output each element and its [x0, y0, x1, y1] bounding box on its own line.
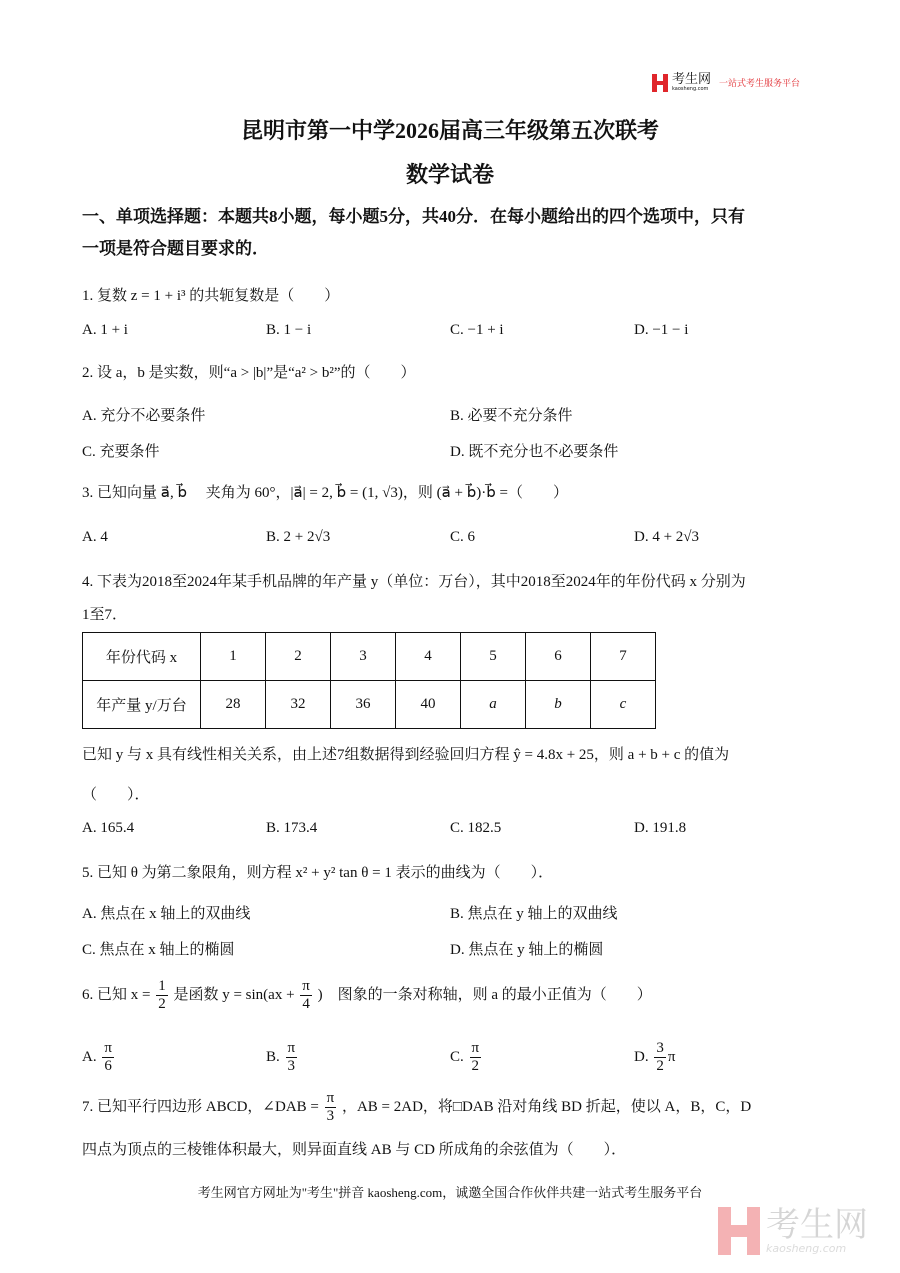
numerator: π [286, 1040, 298, 1058]
option-label: B. [266, 1049, 280, 1066]
q2-option-a: A. 充分不必要条件 [82, 408, 206, 424]
watermark-domain: kaosheng.com [766, 1241, 847, 1255]
denominator: 3 [287, 1058, 296, 1075]
table-cell: 2 [266, 633, 331, 681]
table-header-cell: 年份代码 x [83, 633, 201, 681]
q6-stem [82, 978, 652, 1014]
q1-option-a: A. 1 + i [82, 322, 128, 338]
q5-stem: 5. 已知 θ 为第二象限角，则方程 x² + y² tan θ = 1 表示的曲线为（ ）． [82, 865, 554, 881]
table-row-production [83, 681, 656, 729]
table-cell: a [461, 681, 526, 729]
option-label: C. [450, 1049, 464, 1066]
table-cell: 5 [461, 633, 526, 681]
fraction [654, 1040, 666, 1076]
q1-option-d: D. −1 − i [634, 322, 689, 338]
table-cell: 4 [396, 633, 461, 681]
q4-option-c: C. 182.5 [450, 820, 502, 836]
watermark [718, 1204, 868, 1255]
fraction [102, 1040, 114, 1076]
q4-data-table [82, 632, 656, 729]
denominator: 4 [302, 996, 310, 1013]
exam-subtitle: 数学试卷 [405, 162, 494, 187]
fraction [286, 1040, 298, 1076]
q4-option-a: A. 165.4 [82, 820, 135, 836]
q7-text: ，AB = 2AD，将□DAB 沿对角线 BD 折起，使以 A，B，C，D [341, 1099, 752, 1116]
q1-option-b: B. 1 − i [266, 322, 312, 338]
table-cell: c [591, 681, 656, 729]
q1-option-c: C. −1 + i [450, 322, 504, 338]
table-cell: 7 [591, 633, 656, 681]
page-footer: 考生网官方网址为"考生"拼音 kaosheng.com，诚邀全国合作伙伴共建一站式考生服务平台 [197, 1185, 703, 1200]
q2-stem: 2. 设 a，b 是实数，则“a > |b|”是“a² > b²”的（ ） [82, 365, 416, 381]
q3-option-d: D. 4 + 2√3 [634, 529, 700, 545]
q6-option-b [266, 1040, 299, 1076]
q6-text: ) 图象的一条对称轴，则 a 的最小正值为（ ） [317, 987, 652, 1004]
numerator: 3 [654, 1040, 666, 1058]
q7-stem-line1 [82, 1090, 751, 1126]
numerator: π [300, 978, 312, 996]
q6-text: 6. 已知 x = [82, 987, 151, 1004]
section-heading-line2: 一项是符合题目要求的． [82, 239, 269, 258]
table-cell: 3 [331, 633, 396, 681]
q2-option-d: D. 既不充分也不必要条件 [450, 444, 619, 460]
q5-option-b: B. 焦点在 y 轴上的双曲线 [450, 906, 618, 922]
q3-stem: 3. 已知向量 a⃗, b⃗ 夹角为 60°，|a⃗| = 2, b⃗ = (1, √3)，则 (a⃗ + b⃗)·b⃗ =（ ） [82, 485, 568, 501]
numerator: 1 [156, 978, 168, 996]
q4-option-b: B. 173.4 [266, 820, 318, 836]
table-cell: 1 [201, 633, 266, 681]
option-label: A. [82, 1049, 97, 1066]
numerator: π [470, 1040, 482, 1058]
q4-stem-line4: （ ）． [82, 787, 150, 803]
watermark-logo-icon [718, 1207, 760, 1255]
q6-option-d [634, 1040, 675, 1076]
q7-stem-line2: 四点为顶点的三棱锥体积最大，则异面直线 AB 与 CD 所成角的余弦值为（ ）． [82, 1142, 627, 1158]
logo-mark-icon [652, 74, 668, 92]
q6-text: 是函数 y = sin(ax + [173, 987, 295, 1004]
table-header-cell: 年产量 y/万台 [83, 681, 201, 729]
table-cell: 6 [526, 633, 591, 681]
exam-title: 昆明市第一中学2026届高三年级第五次联考 [240, 118, 659, 143]
table-cell: 32 [266, 681, 331, 729]
q4-stem-line2: 1至7． [82, 607, 128, 623]
q2-option-b: B. 必要不充分条件 [450, 408, 573, 424]
table-cell: 28 [201, 681, 266, 729]
fraction [470, 1040, 482, 1076]
watermark-name: 考生网 [766, 1204, 868, 1245]
q2-option-c: C. 充要条件 [82, 444, 160, 460]
q6-option-a [82, 1040, 116, 1076]
q3-option-c: C. 6 [450, 529, 476, 545]
q5-option-d: D. 焦点在 y 轴上的椭圆 [450, 942, 604, 958]
logo-domain: kaosheng.com [672, 86, 709, 92]
kaosheng-logo [652, 73, 800, 92]
logo-slogan: 一站式考生服务平台 [719, 79, 801, 89]
table-row-year-code [83, 633, 656, 681]
q3-option-b: B. 2 + 2√3 [266, 529, 331, 545]
table-cell: 36 [331, 681, 396, 729]
q6-option-c [450, 1040, 483, 1076]
denominator: 2 [471, 1058, 480, 1075]
q7-text: 7. 已知平行四边形 ABCD，∠DAB = [82, 1099, 319, 1116]
fraction [325, 1090, 337, 1126]
pi-suffix: π [667, 1049, 676, 1066]
logo-name: 考生网 [672, 72, 712, 87]
denominator: 2 [158, 996, 166, 1013]
q4-stem-line3: 已知 y 与 x 具有线性相关关系，由上述7组数据得到经验回归方程 ŷ = 4.8x + 25，则 a + b + c 的值为 [82, 747, 730, 763]
denominator: 2 [656, 1058, 664, 1075]
q1-stem: 1. 复数 z = 1 + i³ 的共轭复数是（ ） [82, 288, 340, 304]
denominator: 6 [104, 1058, 112, 1075]
option-label: D. [634, 1049, 649, 1066]
q3-option-a: A. 4 [82, 529, 108, 545]
section-heading-line1: 一、单项选择题：本题共8小题，每小题5分，共40分．在每小题给出的四个选项中，只有 [82, 207, 745, 226]
numerator: π [325, 1090, 337, 1108]
numerator: π [102, 1040, 114, 1058]
table-cell: 40 [396, 681, 461, 729]
q4-option-d: D. 191.8 [634, 820, 687, 836]
q4-stem-line1: 4. 下表为2018至2024年某手机品牌的年产量 y（单位：万台），其中2018至2024年的年份代码 x 分别为 [82, 574, 746, 590]
denominator: 3 [326, 1108, 335, 1125]
table-cell: b [526, 681, 591, 729]
fraction [156, 978, 168, 1014]
q5-option-c: C. 焦点在 x 轴上的椭圆 [82, 942, 235, 958]
fraction [300, 978, 312, 1014]
q5-option-a: A. 焦点在 x 轴上的双曲线 [82, 906, 251, 922]
